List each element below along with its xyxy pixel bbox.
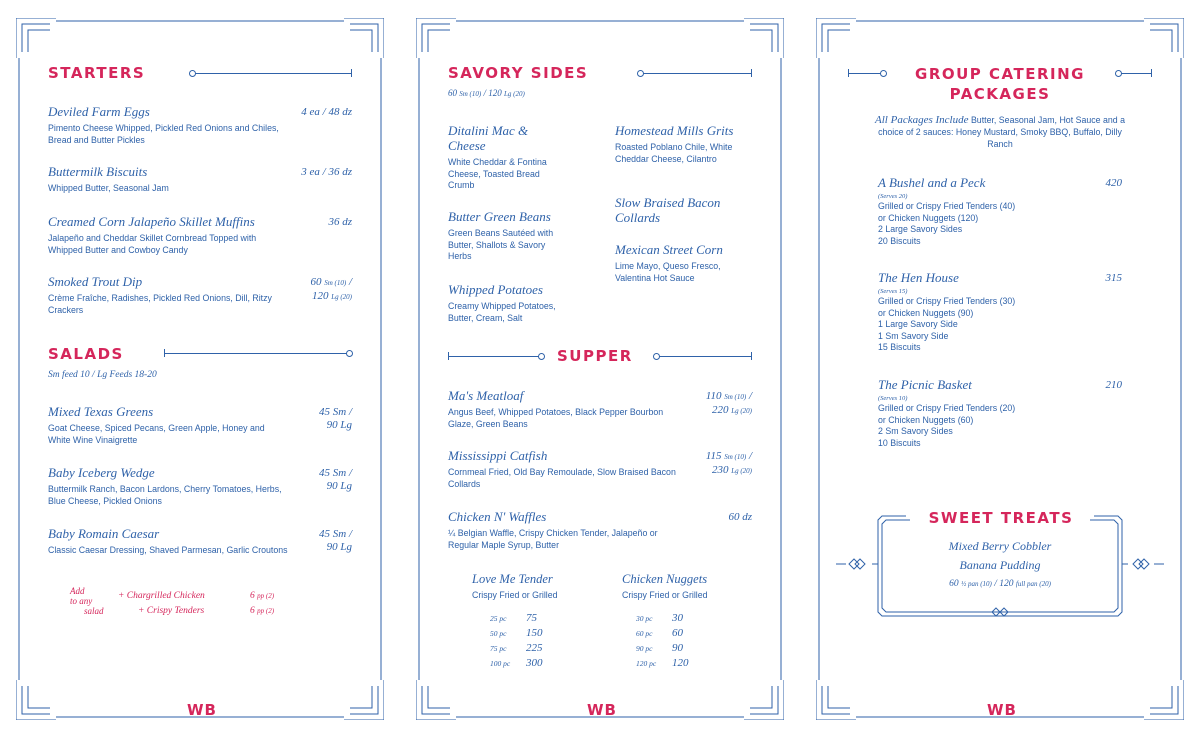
price-value: 60	[310, 276, 322, 288]
item-name: Creamed Corn Jalapeño Skillet Muffins	[48, 214, 255, 229]
table-row: 30 pc 30	[636, 611, 683, 624]
supper-heading: SUPPER	[557, 347, 633, 365]
item-name: Mixed Texas Greens	[48, 404, 154, 419]
menu-panel-sides-supper	[416, 18, 784, 720]
item-name: Baby Romain Caesar	[48, 526, 160, 541]
package-name: The Picnic Basket	[878, 377, 972, 392]
item-description: Buttermilk Ranch, Bacon Lardons, Cherry Tomatoes, Herbs, Blue Cheese, Pickled Onions	[48, 484, 282, 506]
item-name: Baby Iceberg Wedge	[48, 465, 155, 480]
package-price: 315	[1105, 272, 1122, 284]
price-unit: Sm (10)	[324, 279, 347, 287]
menu-item	[448, 509, 688, 551]
item-description: Green Beans Sautéed with Butter, Shallots & Savory Herbs	[448, 228, 554, 261]
package-price: 210	[1105, 379, 1122, 391]
item-name: Ma's Meatloaf	[448, 388, 524, 403]
item-name: Ditalini Mac & Cheese	[448, 123, 529, 153]
table-row: 90 pc 90	[636, 641, 683, 654]
supper-heading-rule-left	[448, 356, 542, 357]
addon-item: + Crispy Tenders	[138, 606, 205, 616]
addon-price: 6 pp (2)	[250, 606, 275, 616]
item-name: Smoked Trout Dip	[48, 274, 143, 289]
salads-size-note: Sm feed 10 / Lg Feeds 18-20	[48, 370, 157, 380]
starters-heading-rule	[192, 73, 352, 74]
catering-includes	[874, 114, 1126, 150]
package-lines: Grilled or Crispy Fried Tenders (40) or Chicken Nuggets (120) 2 Large Savory Sides 20 Biscuits	[878, 201, 1016, 246]
salads-heading-rule	[164, 353, 350, 354]
item-price: 110 Sm (10) / 220 Lg (20)	[705, 390, 752, 416]
sweet-item: Mixed Berry Cobbler	[948, 539, 1052, 553]
catering-heading-line: GROUP CATERING	[915, 65, 1085, 83]
menu-panel-starters-salads	[16, 18, 384, 720]
item-name: Deviled Farm Eggs	[48, 104, 150, 119]
menu-item	[48, 465, 288, 507]
package-serves: (Serves 15)	[878, 288, 908, 295]
starters-heading: STARTERS	[48, 64, 146, 82]
menu-item	[48, 164, 288, 195]
table-row: 100 pc 300	[490, 656, 543, 669]
item-name: Chicken N' Waffles	[448, 509, 547, 524]
salads-heading: SALADS	[48, 345, 124, 363]
item-name: Mississippi Catfish	[448, 448, 548, 463]
item-name: Homestead Mills Grits	[615, 123, 734, 138]
price-value: 90 Lg	[326, 419, 352, 431]
side-item	[448, 282, 573, 324]
package-serves: (Serves 20)	[878, 193, 908, 200]
addon-label-line: to any	[70, 596, 93, 606]
sweet-price: 60 ½ pan (10) / 120 full pan (20)	[949, 579, 1051, 589]
item-description: Crispy Fried or Grilled	[472, 590, 558, 600]
includes-text: Butter, Seasonal Jam, Hot Sauce and a choice of 2 sauces: Honey Mustard, Smoky BBQ, Buffalo, Dilly Ranch	[878, 115, 1125, 149]
sweet-item: Banana Pudding	[959, 558, 1041, 572]
item-price	[319, 406, 352, 432]
catering-heading-rule-left	[848, 73, 884, 74]
menu-item	[448, 388, 688, 430]
package-lines: Grilled or Crispy Fried Tenders (30) or Chicken Nuggets (90) 1 Large Savory Side 1 Sm Savory Side 15 Biscuits	[878, 296, 1016, 352]
item-name: Chicken Nuggets	[622, 572, 708, 586]
nuggets-rows	[622, 608, 742, 668]
menu-item	[48, 274, 288, 316]
catering-package	[878, 270, 1078, 354]
item-description: Whipped Butter, Seasonal Jam	[48, 183, 169, 193]
table-row: 60 pc 60	[636, 626, 683, 639]
package-serves: (Serves 10)	[878, 395, 908, 402]
item-name: Love Me Tender	[472, 572, 553, 586]
catering-heading-rule-right	[1118, 73, 1152, 74]
item-description: White Cheddar & Fontina Cheese, Toasted Bread Crumb	[448, 157, 547, 190]
side-item	[615, 195, 735, 225]
item-description: Creamy Whipped Potatoes, Butter, Cream, Salt	[448, 301, 556, 323]
menu-panel-catering-sweets	[816, 18, 1184, 720]
item-description: Cornmeal Fried, Old Bay Remoulade, Slow Braised Bacon Collards	[448, 467, 676, 489]
addon-label-line: salad	[84, 606, 104, 616]
nuggets-table	[622, 572, 742, 668]
addon-item: + Chargrilled Chicken	[118, 591, 205, 601]
side-item	[615, 123, 745, 165]
item-name: Whipped Potatoes	[448, 282, 543, 297]
addon-label-line: Add	[70, 586, 85, 596]
item-description: Crème Fraîche, Radishes, Pickled Red Onions, Dill, Ritzy Crackers	[48, 293, 272, 315]
price-value: 90 Lg	[326, 541, 352, 553]
item-price: 36 dz	[328, 216, 352, 228]
sides-size-note: 60 Sm (10) / 120 Lg (20)	[448, 88, 525, 98]
package-lines: Grilled or Crispy Fried Tenders (20) or Chicken Nuggets (60) 2 Sm Savory Sides 10 Biscuits	[878, 403, 1016, 448]
catering-package	[878, 377, 1078, 449]
item-name: Butter Green Beans	[448, 209, 551, 224]
item-price	[319, 467, 352, 493]
savory-sides-heading-rule	[640, 73, 752, 74]
addon-price: 6 pp (2)	[250, 591, 275, 601]
price-value: 120	[311, 290, 329, 302]
price-value: 45 Sm /	[319, 406, 352, 418]
table-row: 120 pc 120	[636, 656, 689, 669]
price-value: 45 Sm /	[319, 528, 352, 540]
item-name: Mexican Street Corn	[615, 242, 723, 257]
item-price: 4 ea / 48 dz	[301, 106, 352, 118]
package-price: 420	[1105, 177, 1122, 189]
side-item	[615, 242, 745, 284]
item-description: ¼ Belgian Waffle, Crispy Chicken Tender, Jalapeño or Regular Maple Syrup, Butter	[448, 528, 658, 550]
wb-logo: WB	[587, 701, 617, 719]
package-name: The Hen House	[878, 270, 959, 285]
item-price: 115 Sm (10) / 230 Lg (20)	[705, 450, 752, 476]
wb-logo: WB	[987, 701, 1017, 719]
supper-heading-rule-right	[656, 356, 752, 357]
menu-item	[48, 526, 288, 557]
menu-item	[48, 214, 288, 256]
tenders-rows	[472, 608, 592, 668]
package-name: A Bushel and a Peck	[878, 175, 986, 190]
table-row: 50 pc 150	[490, 626, 543, 639]
item-description: Crispy Fried or Grilled	[622, 590, 708, 600]
item-description: Pimento Cheese Whipped, Pickled Red Onions and Chiles, Bread and Butter Pickles	[48, 123, 279, 145]
item-description: Roasted Poblano Chile, White Cheddar Cheese, Cilantro	[615, 142, 733, 164]
table-row: 25 pc 75	[490, 611, 537, 624]
catering-package	[878, 175, 1078, 247]
item-price	[319, 528, 352, 554]
item-description: Classic Caesar Dressing, Shaved Parmesan, Garlic Croutons	[48, 545, 288, 555]
menu-item	[448, 448, 678, 490]
catering-heading-line: PACKAGES	[949, 85, 1051, 103]
includes-label: All Packages Include	[875, 114, 969, 126]
item-description: Goat Cheese, Spiced Pecans, Green Apple, Honey and White Wine Vinaigrette	[48, 423, 265, 445]
item-price: 60 dz	[728, 511, 752, 523]
table-row: 75 pc 225	[490, 641, 543, 654]
savory-sides-heading: SAVORY SIDES	[448, 64, 589, 82]
addon-label	[70, 586, 104, 616]
sweet-treats-heading: SWEET TREATS	[928, 509, 1074, 527]
side-item	[448, 123, 566, 192]
wb-logo: WB	[187, 701, 217, 719]
menu-item	[48, 404, 288, 446]
item-description: Jalapeño and Cheddar Skillet Cornbread Topped with Whipped Butter and Cowboy Candy	[48, 233, 257, 255]
catering-heading	[896, 64, 1104, 104]
item-name: Slow Braised Bacon Collards	[615, 195, 721, 225]
menu-item	[48, 104, 288, 146]
item-name: Buttermilk Biscuits	[48, 164, 148, 179]
item-price: 3 ea / 36 dz	[301, 166, 352, 178]
item-price: 60 Sm (10) / 120 Lg (20)	[310, 276, 352, 302]
price-unit: Lg (20)	[331, 293, 352, 301]
side-item	[448, 209, 566, 263]
item-description: Angus Beef, Whipped Potatoes, Black Pepper Bourbon Glaze, Green Beans	[448, 407, 664, 429]
price-value: 90 Lg	[326, 480, 352, 492]
price-value: 45 Sm /	[319, 467, 352, 479]
tenders-table	[472, 572, 592, 668]
item-description: Lime Mayo, Queso Fresco, Valentina Hot Sauce	[615, 261, 721, 283]
